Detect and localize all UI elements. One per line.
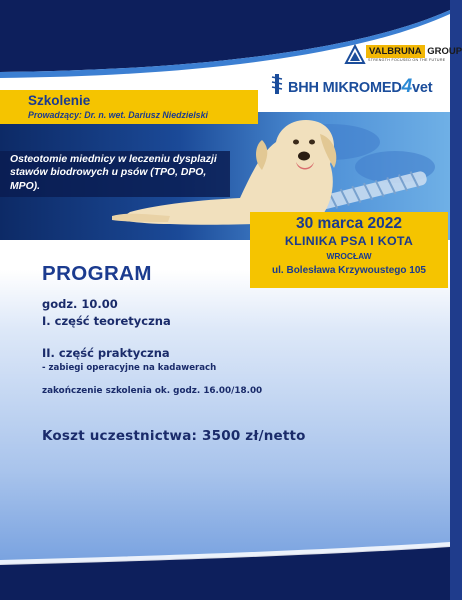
valbruna-logo <box>344 44 462 70</box>
program-heading: PROGRAM <box>42 262 152 285</box>
bottom-band <box>0 520 450 600</box>
program-part-2-detail: - zabiegi operacyjne na kadawerach <box>42 363 217 373</box>
program-start-time: godz. 10.00 <box>42 297 118 311</box>
street-address: ul. Bolesława Krzywoustego 105 <box>272 265 426 276</box>
lecturer-line: Prowadzący: Dr. n. wet. Dariusz Niedzielski <box>28 110 208 120</box>
program-part-2: II. część praktyczna <box>42 346 170 360</box>
participation-cost: Koszt uczestnictwa: 3500 zł/netto <box>42 428 306 444</box>
bhh-screw-icon <box>270 74 284 94</box>
valbruna-mark-icon <box>344 44 366 66</box>
clinic-name: KLINIKA PSA I KOTA <box>284 234 414 248</box>
training-title: Szkolenie <box>28 93 91 108</box>
valbruna-wordmark: VALBRUNA GROUP <box>366 46 462 57</box>
bhh-mikromed-logo <box>270 72 433 98</box>
event-date: 30 marca 2022 <box>295 215 402 232</box>
program-part-1: I. część teoretyczna <box>42 314 171 328</box>
valbruna-tagline: STRENGTH FOCUSED ON THE FUTURE <box>368 58 446 62</box>
bhh-wordmark: BHH MIKROMED4vet <box>288 76 433 97</box>
course-topic: Osteotomie miednicy w leczeniu dysplazji stawów biodrowych u psów (TPO, DPO, MPO). <box>10 154 217 192</box>
program-ending-time: zakończenie szkolenia ok. godz. 16.00/18.00 <box>42 386 263 396</box>
city-name: WROCŁAW <box>326 251 372 261</box>
